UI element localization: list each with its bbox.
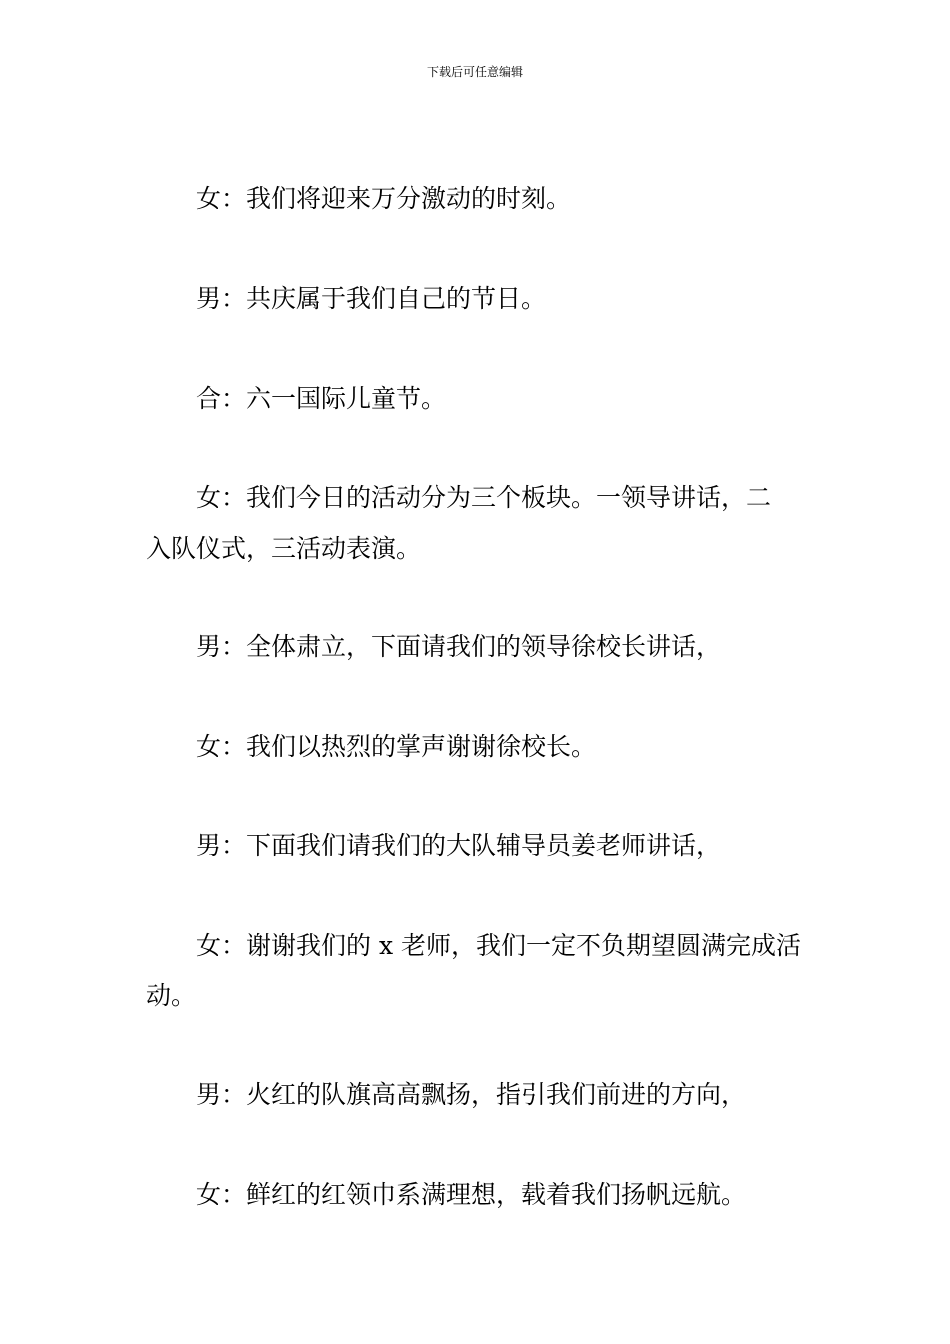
paragraph-line: 男：共庆属于我们自己的节日。 [196,284,547,313]
paragraph-line: 女：我们以热烈的掌声谢谢徐校长。 [196,732,597,761]
paragraph-line: 动。 [146,981,197,1010]
paragraph-line: 女：谢谢我们的 x 老师，我们一定不负期望圆满完成活 [196,931,801,960]
paragraph-line: 女：鲜红的红领巾系满理想，载着我们扬帆远航。 [196,1180,747,1209]
paragraph-line: 男：火红的队旗高高飘扬，指引我们前进的方向， [196,1080,747,1109]
paragraph-line: 合：六一国际儿童节。 [196,384,447,413]
paragraph-line: 入队仪式，三活动表演。 [146,534,422,563]
paragraph-line: 女：我们今日的活动分为三个板块。一领导讲话，二 [196,483,772,512]
paragraph-line: 男：全体肃立，下面请我们的领导徐校长讲话， [196,632,722,661]
paragraph-line: 男：下面我们请我们的大队辅导员姜老师讲话， [196,831,722,860]
page-header: 下载后可任意编辑 [426,65,523,79]
paragraph-line: 女：我们将迎来万分激动的时刻。 [196,184,572,213]
